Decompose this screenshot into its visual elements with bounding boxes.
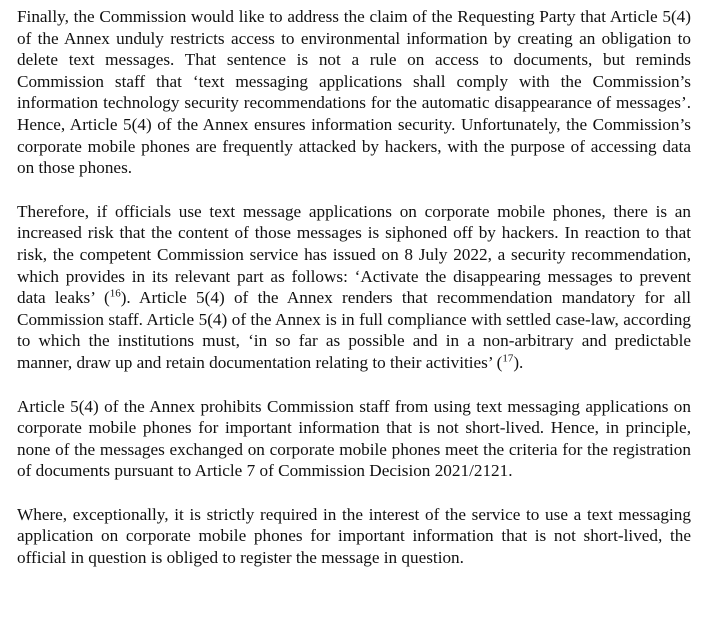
- paragraph-2-text-part-3: ).: [513, 352, 524, 372]
- document-body: [17, 6, 691, 591]
- footnote-ref-17[interactable]: 17: [502, 352, 514, 365]
- paragraph-2-text-part-1: Therefore, if officials use text message applications on corporate mobile phones, there is an increased risk that the content of those messages is siphoned off by hackers. In reaction to that risk, the competent Commission service has issued on 8 July 2022, a security recommendation, which provides in its relevant part as follows: ‘Activate the disappearing messages to prevent data leaks’ (: [17, 201, 691, 308]
- paragraph-3: Article 5(4) of the Annex prohibits Commission staff from using text messaging applications on corporate mobile phones for important information that is not short-lived. Hence, in principle, none of the messages exchanged on corporate mobile phones meet the criteria for the registration of documents pursuant to Article 7 of Commission Decision 2021/2121.: [17, 396, 691, 481]
- paragraph-2: [17, 201, 691, 374]
- paragraph-4: Where, exceptionally, it is strictly required in the interest of the service to use a text messaging application on corporate mobile phones for important information that is not short-lived, the official in question is obliged to register the message in question.: [17, 504, 691, 568]
- paragraph-1: Finally, the Commission would like to address the claim of the Requesting Party that Article 5(4) of the Annex unduly restricts access to environmental information by creating an obligation to delete text messages. That sentence is not a rule on access to documents, but reminds Commission staff that ‘text messaging applications shall comply with the Commission’s information technology security recommendations for the automatic disappearance of messages’. Hence, Article 5(4) of the Annex ensures information security. Unfortunately, the Commission’s corporate mobile phones are frequently attacked by hackers, with the purpose of accessing data on those phones.: [17, 7, 691, 178]
- paragraph-2-text-part-2: ). Article 5(4) of the Annex renders that recommendation mandatory for all Commission staff. Article 5(4) of the Annex is in full compliance with settled case-law, according to which the institutions must, ‘in so far as possible and in a non-arbitrary and predictable manner, draw up and retain documentation relating to their activities’ (: [17, 288, 691, 372]
- footnote-ref-16[interactable]: 16: [109, 287, 121, 300]
